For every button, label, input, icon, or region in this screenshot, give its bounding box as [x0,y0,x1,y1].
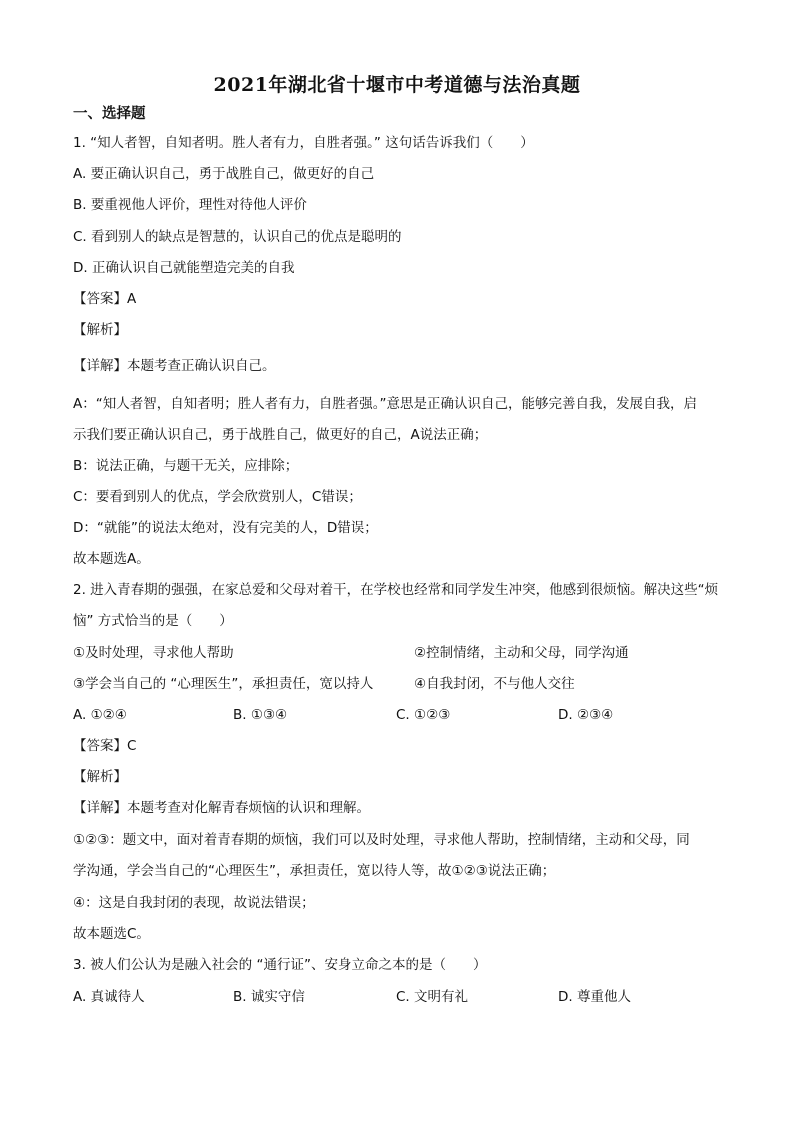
q2-conclusion: 故本题选C。 [73,926,150,942]
page-title: 2021年湖北省十堰市中考道德与法治真题 [213,74,581,96]
q1-option-c: C. 看到别人的缺点是智慧的，认识自己的优点是聪明的 [73,229,402,245]
q1-option-a: A. 要正确认识自己，勇于战胜自己，做更好的自己 [73,166,375,182]
q3-option-d: D. 尊重他人 [558,989,631,1005]
q2-item-4: ④自我封闭，不与他人交往 [414,676,575,692]
section-heading: 一、选择题 [73,106,146,122]
q1-stem: 1. “知人者智，自知者明。胜人者有力，自胜者强。” 这句话告诉我们（ ） [73,135,534,151]
q2-answer: 【答案】C [73,738,137,754]
q2-item-3: ③学会当自己的 “心理医生”，承担责任，宽以持人 [73,676,374,692]
q1-option-b: B. 要重视他人评价，理性对待他人评价 [73,197,307,213]
q3-stem: 3. 被人们公认为是融入社会的 “通行证”、安身立命之本的是（ ） [73,957,487,973]
q3-option-b: B. 诚实守信 [233,989,305,1005]
q2-stem-2: 恼” 方式恰当的是（ ） [73,613,233,629]
q2-option-a: A. ①②④ [73,707,127,723]
q1-analysis: 【解析】 [73,322,127,338]
q1-explain-4: C：要看到别人的优点，学会欣赏别人，C错误； [73,489,362,505]
q3-option-a: A. 真诚待人 [73,989,145,1005]
q3-option-c: C. 文明有礼 [396,989,469,1005]
q2-stem-1: 2. 进入青春期的强强，在家总爱和父母对着干，在学校也经常和同学发生冲突，他感到很烦恼。解决这些“烦 [73,582,719,598]
q2-option-c: C. ①②③ [396,707,451,723]
q1-detail: 【详解】本题考查正确认识自己。 [73,358,276,374]
q2-option-d: D. ②③④ [558,707,614,723]
q1-conclusion: 故本题选A。 [73,551,150,567]
q2-item-2: ②控制情绪，主动和父母，同学沟通 [414,645,629,661]
q2-explain-1: ①②③：题文中，面对着青春期的烦恼，我们可以及时处理，寻求他人帮助，控制情绪，主动和父母，同 [73,832,690,848]
q1-explain-1: A：“知人者智，自知者明；胜人者有力，自胜者强。”意思是正确认识自己，能够完善自我，发展自我，启 [73,396,697,412]
q1-explain-5: D：“就能”的说法太绝对，没有完美的人，D错误； [73,520,378,536]
q1-explain-3: B：说法正确，与题干无关，应排除； [73,458,299,474]
q2-detail: 【详解】本题考查对化解青春烦恼的认识和理解。 [73,800,370,816]
q1-option-d: D. 正确认识自己就能塑造完美的自我 [73,260,295,276]
q2-analysis: 【解析】 [73,769,127,785]
q1-explain-2: 示我们要正确认识自己，勇于战胜自己，做更好的自己，A说法正确； [73,427,488,443]
q2-explain-2: 学沟通，学会当自己的“心理医生”，承担责任，宽以待人等，故①②③说法正确； [73,863,556,879]
q2-option-b: B. ①③④ [233,707,288,723]
q1-answer: 【答案】A [73,291,137,307]
q2-explain-3: ④：这是自我封闭的表现，故说法错误； [73,895,315,911]
q2-item-1: ①及时处理，寻求他人帮助 [73,645,234,661]
